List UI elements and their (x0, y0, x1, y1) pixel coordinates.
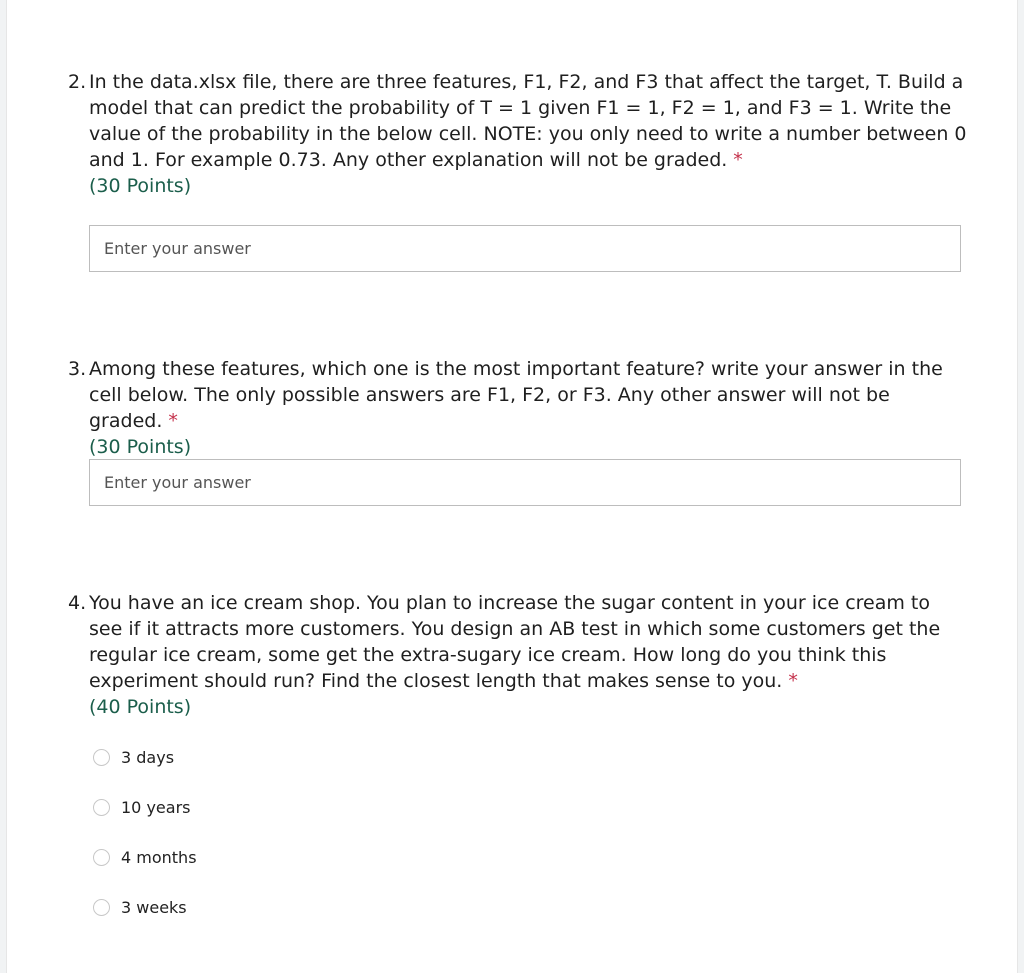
question-2 (68, 69, 968, 199)
question-4 (68, 590, 968, 720)
radio-button[interactable] (93, 849, 110, 866)
question-3 (68, 356, 968, 460)
question-text: Among these features, which one is the most important feature? write your answer in the cell below. The only possible answers are F1, F2, or F3. Any other answer will not be graded. (89, 358, 943, 432)
form-page (6, 0, 1018, 973)
radio-button[interactable] (93, 799, 110, 816)
option-4-months[interactable] (93, 848, 197, 867)
question-text: You have an ice cream shop. You plan to increase the sugar content in your ice cream to see if it attracts more customers. You design an AB test in which some customers get the regular ice cream, some get the extra-sugary ice cream. How long do you think this experiment should run? Find the closest length that makes sense to you. (89, 592, 941, 692)
required-asterisk: * (733, 149, 743, 171)
option-label: 3 weeks (121, 898, 187, 917)
question-points: (30 Points) (89, 175, 192, 197)
question-number: 3. (68, 358, 87, 380)
answer-input-q2[interactable] (90, 226, 960, 271)
question-points: (40 Points) (89, 696, 192, 718)
answer-field-q3-container (89, 459, 961, 506)
question-points: (30 Points) (89, 436, 192, 458)
option-3-weeks[interactable] (93, 898, 187, 917)
option-3-days[interactable] (93, 748, 174, 767)
option-10-years[interactable] (93, 798, 190, 817)
answer-field-q2-container (89, 225, 961, 272)
required-asterisk: * (168, 410, 178, 432)
radio-button[interactable] (93, 899, 110, 916)
radio-button[interactable] (93, 749, 110, 766)
question-number: 2. (68, 71, 87, 93)
option-label: 3 days (121, 748, 175, 767)
question-number: 4. (68, 592, 87, 614)
option-label: 4 months (121, 848, 197, 867)
answer-input-q3[interactable] (90, 460, 960, 505)
question-text: In the data.xlsx file, there are three features, F1, F2, and F3 that affect the target, T. Build a model that can predict the probability of T = 1 given F1 = 1, F2 = 1, and F3 = 1. Write the value of the probability in the below cell. NOTE: you only need to write a number between 0 and 1. For example 0.73. Any other explanation will not be graded. (89, 71, 967, 171)
option-label: 10 years (121, 798, 191, 817)
required-asterisk: * (788, 670, 798, 692)
